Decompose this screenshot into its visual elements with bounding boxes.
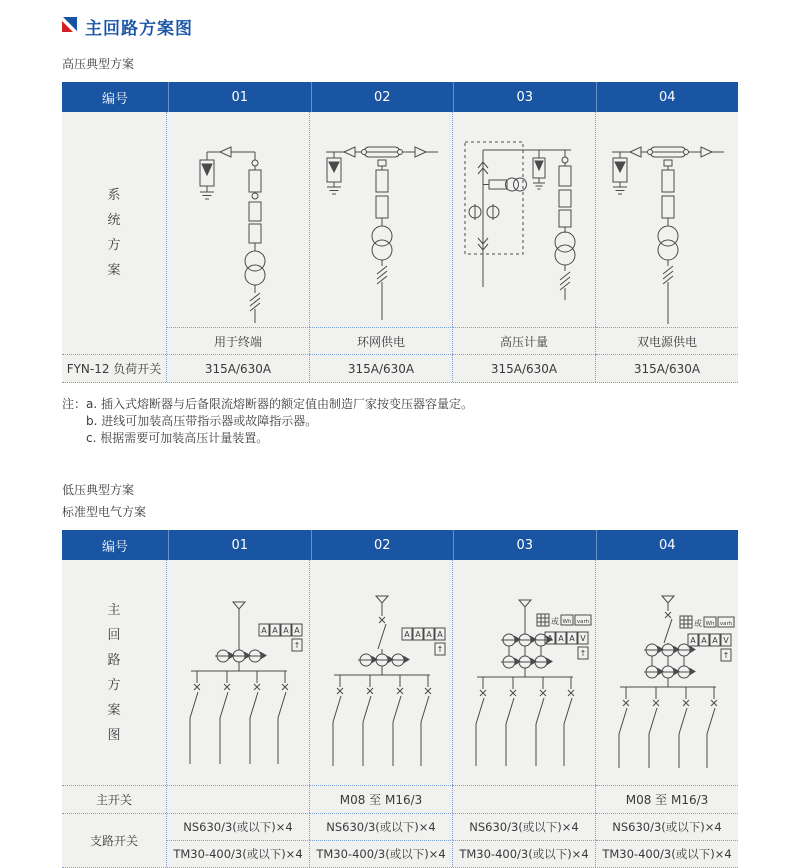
main-switch-value	[167, 785, 310, 813]
switch-rating: 315A/630A	[453, 354, 596, 382]
lv-subtitle-2: 标准型电气方案	[62, 505, 147, 519]
lv-row-label-branch-switch: 支路开关	[62, 813, 166, 867]
header-cell-02: 02	[312, 82, 455, 112]
branch-switch-value: NS630/3(或以下)×4	[596, 813, 738, 840]
svg-text:A: A	[547, 634, 553, 643]
hv-row-label-switch: FYN-12 负荷开关	[62, 354, 166, 382]
svg-text:A: A	[272, 626, 278, 635]
header-cell-number: 编号	[62, 530, 169, 560]
svg-text:A: A	[701, 636, 707, 645]
note-b: b. 进线可加装高压带指示器或故障指示器。	[86, 414, 318, 428]
header-cell-03: 03	[454, 530, 597, 560]
lv-diagram-03	[453, 560, 596, 785]
hv-scheme-label-row	[167, 327, 738, 354]
lv-branch-switch-row-2	[167, 840, 738, 867]
hv-diagram-row	[167, 112, 738, 327]
svg-text:A: A	[261, 626, 267, 635]
svg-text:↑: ↑	[293, 641, 301, 650]
section-marker-icon	[62, 17, 77, 36]
lv-row-label-main-switch: 主开关	[62, 785, 166, 813]
svg-text:varh: varh	[719, 621, 733, 627]
lv-subtitle-1: 低压典型方案	[62, 483, 135, 497]
notes-prefix: 注：	[62, 397, 87, 411]
main-switch-value: M08 至 M16/3	[596, 785, 738, 813]
branch-switch-value: TM30-400/3(或以下)×4	[596, 840, 738, 867]
switch-rating: 315A/630A	[596, 354, 738, 382]
lv-scheme-table	[62, 530, 738, 868]
header-cell-04: 04	[658, 537, 676, 553]
lv-branch-switch-row-1	[167, 813, 738, 840]
svg-text:A: A	[415, 630, 421, 639]
svg-text:V: V	[580, 634, 586, 643]
header-cell-01: 01	[169, 530, 312, 560]
svg-text:A: A	[690, 636, 696, 645]
lv-diagram-01	[167, 560, 310, 785]
hv-switch-value-row	[167, 354, 738, 382]
svg-text:A: A	[437, 630, 443, 639]
svg-text:Wh: Wh	[705, 621, 715, 627]
lv-table-body	[62, 560, 738, 868]
branch-switch-value: NS630/3(或以下)×4	[310, 813, 453, 840]
page-title: 主回路方案图	[85, 19, 193, 39]
header-cell-04: 04	[658, 89, 676, 105]
svg-text:↑: ↑	[722, 651, 730, 660]
lv-diagram-row	[167, 560, 738, 785]
svg-text:Wh: Wh	[562, 619, 572, 625]
lv-table-header	[62, 530, 738, 560]
lv-row-labels	[62, 560, 167, 867]
main-switch-value	[453, 785, 596, 813]
hv-notes	[62, 396, 738, 447]
hv-diagram-ring-network	[310, 112, 453, 327]
note-c: c. 根据需要可加装高压计量装置。	[86, 431, 269, 445]
svg-text:A: A	[569, 634, 575, 643]
note-a: a. 插入式熔断器与后备限流熔断器的额定值由制造厂家按变压器容量定。	[86, 397, 474, 411]
scheme-label: 双电源供电	[596, 327, 738, 354]
hv-table-header	[62, 82, 738, 112]
svg-text:A: A	[294, 626, 300, 635]
svg-text:或: 或	[551, 617, 559, 626]
branch-switch-value: TM30-400/3(或以下)×4	[167, 840, 310, 867]
hv-diagram-metering	[453, 112, 596, 327]
scheme-label: 环网供电	[310, 327, 453, 354]
lv-main-switch-row	[167, 785, 738, 813]
header-cell-01: 01	[169, 82, 312, 112]
svg-text:A: A	[426, 630, 432, 639]
scheme-label: 高压计量	[453, 327, 596, 354]
svg-text:A: A	[712, 636, 718, 645]
switch-rating: 315A/630A	[167, 354, 310, 382]
svg-text:↑: ↑	[579, 649, 587, 658]
switch-rating: 315A/630A	[310, 354, 453, 382]
svg-text:V: V	[723, 636, 729, 645]
lv-diagram-04	[596, 560, 738, 785]
hv-diagram-dual-supply	[596, 112, 738, 327]
branch-switch-value: NS630/3(或以下)×4	[453, 813, 596, 840]
header-cell-03: 03	[454, 82, 597, 112]
page-title-row	[62, 14, 738, 39]
branch-switch-value: TM30-400/3(或以下)×4	[310, 840, 453, 867]
header-cell-02: 02	[312, 530, 455, 560]
svg-text:varh: varh	[576, 619, 590, 625]
hv-diagram-terminal	[167, 112, 310, 327]
main-switch-value: M08 至 M16/3	[310, 785, 453, 813]
hv-row-labels	[62, 112, 167, 382]
hv-table-body	[62, 112, 738, 383]
header-cell-number: 编号	[62, 82, 169, 112]
svg-text:A: A	[404, 630, 410, 639]
svg-text:↑: ↑	[436, 645, 444, 654]
branch-switch-value: NS630/3(或以下)×4	[167, 813, 310, 840]
svg-text:或: 或	[694, 619, 702, 628]
hv-row-label-system-scheme: 系统方案	[107, 188, 121, 278]
branch-switch-value: TM30-400/3(或以下)×4	[453, 840, 596, 867]
hv-subtitle: 高压典型方案	[62, 57, 135, 71]
hv-scheme-table	[62, 82, 738, 383]
svg-text:A: A	[283, 626, 289, 635]
lv-row-label-main-circuit: 主回路方案图	[107, 602, 121, 743]
svg-text:A: A	[558, 634, 564, 643]
lv-diagram-02	[310, 560, 453, 785]
scheme-label: 用于终端	[167, 327, 310, 354]
